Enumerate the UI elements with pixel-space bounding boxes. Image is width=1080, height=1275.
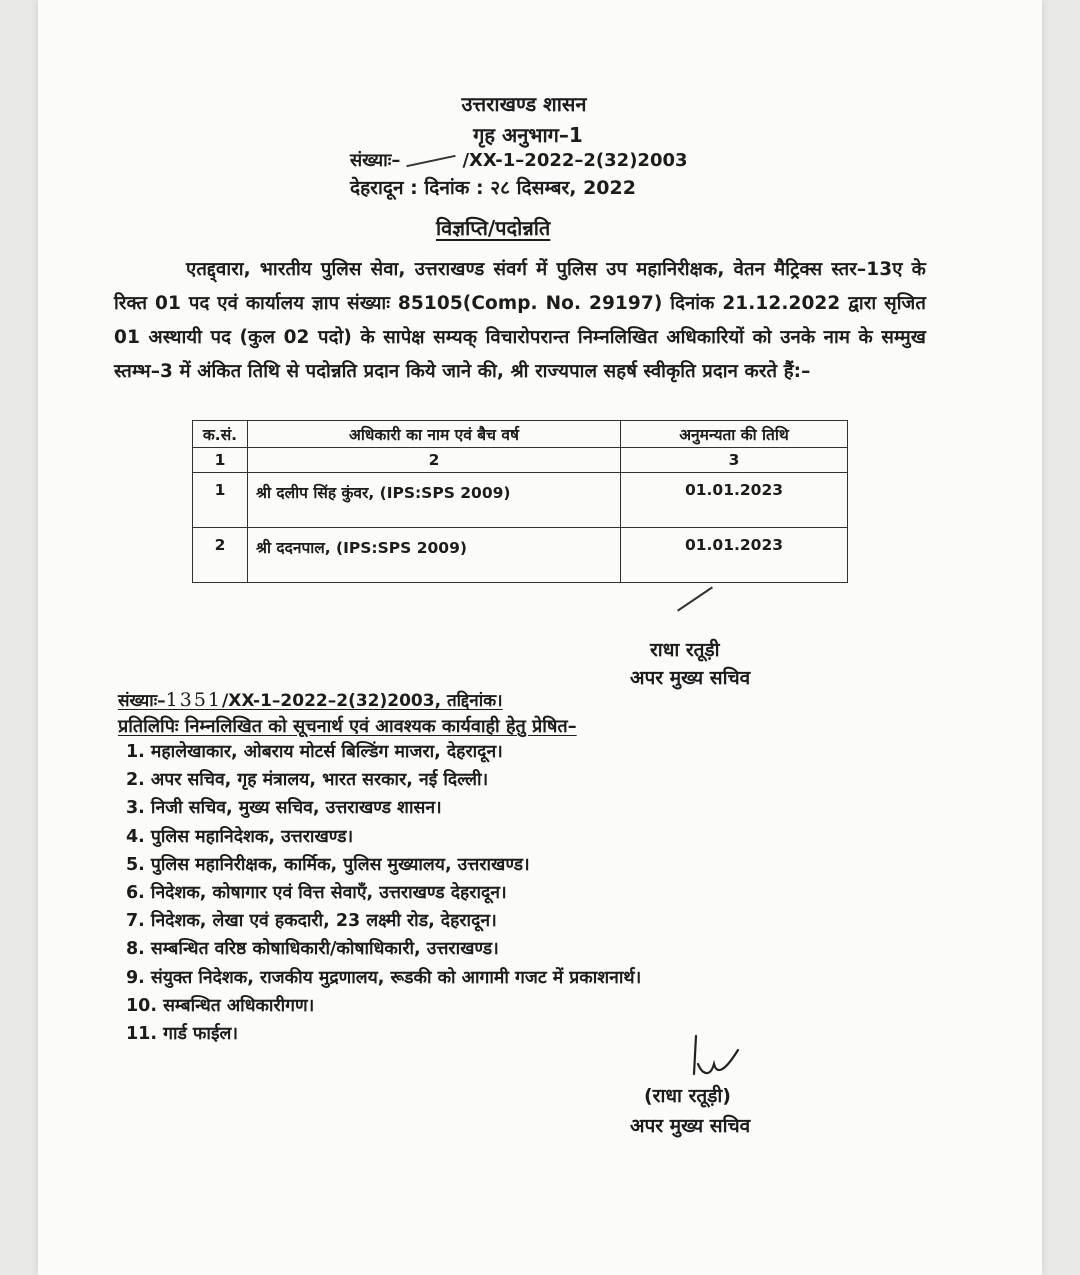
- list-item: 4. पुलिस महानिदेशक, उत्तराखण्ड।: [126, 826, 354, 847]
- place-date: देहरादून : दिनांक : २८ दिसम्बर, 2022: [350, 177, 636, 199]
- body-paragraph: एतद्द्वारा, भारतीय पुलिस सेवा, उत्तराखण्ड संवर्ग में पुलिस उप महानिरीक्षक, वेतन मैट्रिक्स स्तर–13ए के रिक्त 01 पद एवं कार्यालय ज्ञाप संख्याः 85105(Comp. No. 29197) दिनांक 21.12.2022 द्वारा सृजित 01 अस्थायी पद (कुल 02 पदो) के सापेक्ष सम्यक् विचारोपरान्त निम्नलिखित अधिकारियों को उनके नाम के सम्मुख स्तम्भ–3 में अंकित तिथि से पदोन्नति प्रदान किये जाने की, श्री राज्यपाल सहर्ष स्वीकृति प्रदान करते हैं:–: [114, 259, 926, 382]
- list-item: 11. गार्ड फाईल।: [126, 1023, 239, 1044]
- table-row: [193, 473, 848, 528]
- row-officer-name: श्री ददनपाल, (IPS:SPS 2009): [248, 528, 621, 583]
- list-item: 10. सम्बन्धित अधिकारीगण।: [126, 995, 315, 1016]
- list-item: 3. निजी सचिव, मुख्य सचिव, उत्तराखण्ड शासन।: [126, 798, 442, 819]
- notice-title: विज्ञप्ति/पदोन्नति: [436, 216, 551, 240]
- list-item: 7. निदेशक, लेखा एवं हकदारी, 23 लक्ष्मी रोड, देहरादून।: [126, 911, 497, 932]
- row-date: 01.01.2023: [621, 528, 848, 583]
- table-header-sno: क.सं.: [193, 421, 248, 448]
- row-date: 01.01.2023: [621, 473, 848, 528]
- reference-rest: /XX-1–2022–2(32)2003, तद्दिनांक।: [222, 691, 503, 711]
- document-sheet: [38, 0, 1042, 1275]
- table-index-1: 1: [193, 448, 248, 473]
- list-item: 9. संयुक्त निदेशक, राजकीय मुद्रणालय, रूडकी को आगामी गजट में प्रकाशनार्थ।: [126, 967, 642, 988]
- signatory-name: राधा रतूड़ी: [650, 639, 720, 661]
- order-number-ref: /XX-1–2022–2(32)2003: [462, 150, 688, 171]
- list-item: 2. अपर सचिव, गृह मंत्रालय, भारत सरकार, नई दिल्ली।: [126, 770, 489, 791]
- table-index-2: 2: [248, 448, 621, 473]
- list-item: 8. सम्बन्धित वरिष्ठ कोषाधिकारी/कोषाधिकारी, उत्तराखण्ड।: [126, 939, 499, 960]
- order-number: [350, 148, 750, 172]
- row-sno: 1: [193, 473, 248, 528]
- signature-scribble: [688, 1034, 740, 1080]
- table-index-row: [193, 448, 848, 473]
- department-heading: गृह अनुभाग–1: [473, 123, 583, 147]
- table-header-name: अधिकारी का नाम एवं बैच वर्ष: [248, 421, 621, 448]
- signature-mark: [677, 586, 713, 611]
- table-index-3: 3: [621, 448, 848, 473]
- copy-to-line: प्रतिलिपिः निम्नलिखित को सूचनार्थ एवं आवश्यक कार्यवाही हेतु प्रेषित–: [118, 716, 577, 737]
- promotion-table: [192, 420, 848, 583]
- signatory-designation: अपर मुख्य सचिव: [630, 667, 751, 689]
- list-item: 1. महालेखाकार, ओबराय मोटर्स बिल्डिंग माजरा, देहरादून।: [126, 742, 503, 762]
- table-header-date: अनुमन्यता की तिथि: [621, 421, 848, 448]
- list-item: 5. पुलिस महानिरीक्षक, कार्मिक, पुलिस मुख्यालय, उत्तराखण्ड।: [126, 854, 530, 875]
- order-number-label: संख्याः–: [350, 150, 401, 171]
- reference-handwritten-number: 1351: [165, 689, 222, 711]
- government-heading: उत्तराखण्ड शासन: [461, 92, 587, 116]
- list-item: 6. निदेशक, कोषागार एवं वित्त सेवाएँ, उत्तराखण्ड देहरादून।: [126, 882, 507, 903]
- signatory2-name: (राधा रतूड़ी): [644, 1085, 731, 1107]
- reference-prefix: संख्याः–: [118, 691, 166, 711]
- recipient-list: [126, 738, 641, 1048]
- table-header-row: [193, 421, 848, 448]
- row-officer-name: श्री दलीप सिंह कुंवर, (IPS:SPS 2009): [248, 473, 621, 528]
- row-sno: 2: [193, 528, 248, 583]
- signatory2-designation: अपर मुख्य सचिव: [630, 1115, 751, 1137]
- table-row: [193, 528, 848, 583]
- handwritten-dash-mark: [407, 155, 456, 167]
- reference-number: [118, 688, 503, 711]
